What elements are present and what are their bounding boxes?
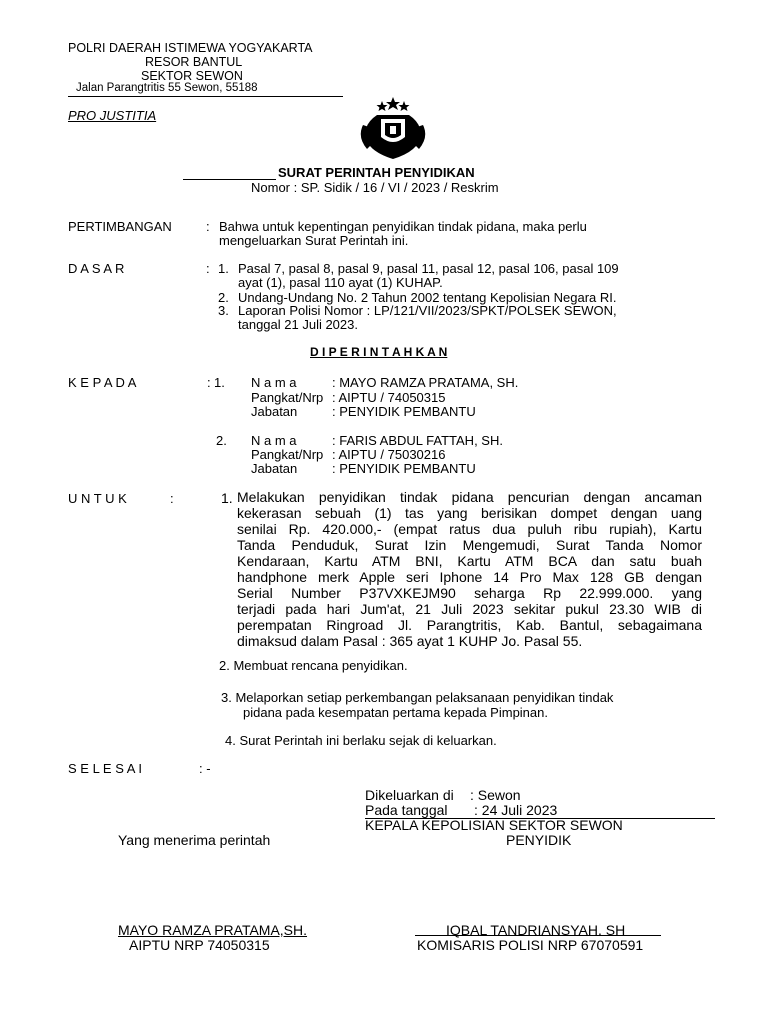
person-pangkat: : AIPTU / 75030216 — [332, 447, 446, 462]
receiver-caption: Yang menerima perintah — [118, 832, 271, 848]
header-line1: POLRI DAERAH ISTIMEWA YOGYAKARTA — [68, 41, 313, 55]
receiver-rank: AIPTU NRP 74050315 — [129, 937, 270, 953]
dasar-item-text: Laporan Polisi Nomor : LP/121/VII/2023/SPKT/POLSEK SEWON, — [238, 303, 617, 318]
issued-place-label: Dikeluarkan di — [365, 787, 454, 803]
pertimbangan-line1: Bahwa untuk kepentingan penyidikan tindak pidana, maka perlu — [219, 219, 587, 234]
person-jabatan: : PENYIDIK PEMBANTU — [332, 461, 476, 476]
untuk-item4: 4. Surat Perintah ini berlaku sejak di keluarkan. — [225, 733, 497, 748]
untuk-label: U N T U K — [68, 491, 127, 506]
selesai-colon: : - — [199, 761, 211, 776]
dasar-item-number: 1. — [218, 261, 229, 276]
header-address: Jalan Parangtritis 55 Sewon, 55188 — [76, 82, 258, 94]
issued-office: KEPALA KEPOLISIAN SEKTOR SEWON — [365, 817, 623, 833]
untuk-item3-line1: 3. Melaporkan setiap perkembangan pelaksanaan penyidikan tindak — [221, 690, 614, 705]
person-number: 1. — [214, 375, 225, 390]
dasar-item-text: Pasal 7, pasal 8, pasal 9, pasal 11, pasal 12, pasal 106, pasal 109 — [238, 261, 619, 276]
dasar-item-text: ayat (1), pasal 110 ayat (1) KUHAP. — [238, 275, 443, 290]
header-line3: SEKTOR SEWON — [141, 69, 243, 83]
pertimbangan-label: PERTIMBANGAN — [68, 219, 172, 234]
signer-name: IQBAL TANDRIANSYAH. SH — [446, 922, 626, 938]
kepada-label: K E P A D A — [68, 375, 137, 390]
dasar-item-text: tanggal 21 Juli 2023. — [238, 317, 358, 332]
untuk-item1-line: kekerasan sebuah (1) tas yang berisikan dompet dengan uang — [237, 505, 702, 521]
person-jabatan-label: Jabatan — [251, 404, 298, 419]
signer-rank: KOMISARIS POLISI NRP 67070591 — [417, 937, 644, 953]
issued-role: PENYIDIK — [506, 832, 572, 848]
untuk-item2: 2. Membuat rencana penyidikan. — [219, 658, 408, 673]
untuk-item1-line: Melakukan penyidikan tindak pidana pencurian dengan ancaman — [237, 489, 702, 505]
untuk-item1-line: dimaksud dalam Pasal : 365 ayat 1 KUHP Jo. Pasal 55. — [237, 633, 583, 649]
dasar-label: D A S A R — [68, 261, 125, 276]
police-emblem-icon — [355, 95, 435, 163]
untuk-item1-line: Kendaraan, Kartu ATM BNI, Kartu ATM BCA dan satu buah — [237, 553, 702, 569]
person-nama: : MAYO RAMZA PRATAMA, SH. — [332, 375, 519, 390]
untuk-item1-line: handphone merk Apple seri Iphone 14 Pro Max 128 GB dengan — [237, 569, 702, 585]
untuk-item1-line: perempatan Ringroad Jl. Parangtritis, Kab. Bantul, sebagaimana — [237, 617, 702, 633]
person-nama-label: N a m a — [251, 433, 297, 448]
header-divider — [68, 96, 343, 97]
dasar-item-text: Undang-Undang No. 2 Tahun 2002 tentang Kepolisian Negara RI. — [238, 290, 617, 305]
document-number: Nomor : SP. Sidik / 16 / VI / 2023 / Reskrim — [251, 180, 499, 195]
dasar-item-number: 3. — [218, 303, 229, 318]
header-line2: RESOR BANTUL — [145, 55, 243, 69]
untuk-colon: : — [170, 491, 174, 506]
pertimbangan-line2: mengeluarkan Surat Perintah ini. — [219, 233, 409, 248]
pertimbangan-colon: : — [206, 219, 210, 234]
person-pangkat-label: Pangkat/Nrp — [251, 390, 324, 405]
person-number: 2. — [216, 433, 227, 448]
document-title: SURAT PERINTAH PENYIDIKAN — [278, 165, 475, 180]
untuk-item1-line: Serial Number P37VXKEJM90 seharga Rp 22.999.000. yang — [237, 585, 702, 601]
diperintahkan-heading: D I P E R I N T A H K A N — [310, 345, 448, 359]
person-nama-label: N a m a — [251, 375, 297, 390]
pro-justitia: PRO JUSTITIA — [68, 108, 157, 123]
kepada-colon: : — [207, 375, 211, 390]
untuk-item1-line: terjadi pada hari Jum'at, 21 Juli 2023 sekitar pukul 23.30 WIB di — [237, 601, 702, 617]
untuk-item1-number: 1. — [221, 490, 233, 506]
dasar-item-number: 2. — [218, 290, 229, 305]
issued-date: : 24 Juli 2023 — [474, 802, 558, 818]
issued-date-label: Pada tanggal — [365, 802, 448, 818]
person-nama: : FARIS ABDUL FATTAH, SH. — [332, 433, 503, 448]
receiver-name: MAYO RAMZA PRATAMA,SH. — [118, 922, 308, 938]
untuk-item1-line: senilai Rp. 420.000,- (empat ratus dua puluh ribu rupiah), Kartu — [237, 521, 702, 537]
person-jabatan: : PENYIDIK PEMBANTU — [332, 404, 476, 419]
person-pangkat-label: Pangkat/Nrp — [251, 447, 324, 462]
issued-place: : Sewon — [470, 787, 521, 803]
untuk-item3-line2: pidana pada kesempatan pertama kepada Pimpinan. — [243, 705, 548, 720]
dasar-colon: : — [206, 261, 210, 276]
untuk-item1-line: Tanda Penduduk, Surat Izin Mengemudi, Surat Tanda Nomor — [237, 537, 702, 553]
person-jabatan-label: Jabatan — [251, 461, 298, 476]
selesai-label: S E L E S A I — [68, 761, 142, 776]
person-pangkat: : AIPTU / 74050315 — [332, 390, 446, 405]
